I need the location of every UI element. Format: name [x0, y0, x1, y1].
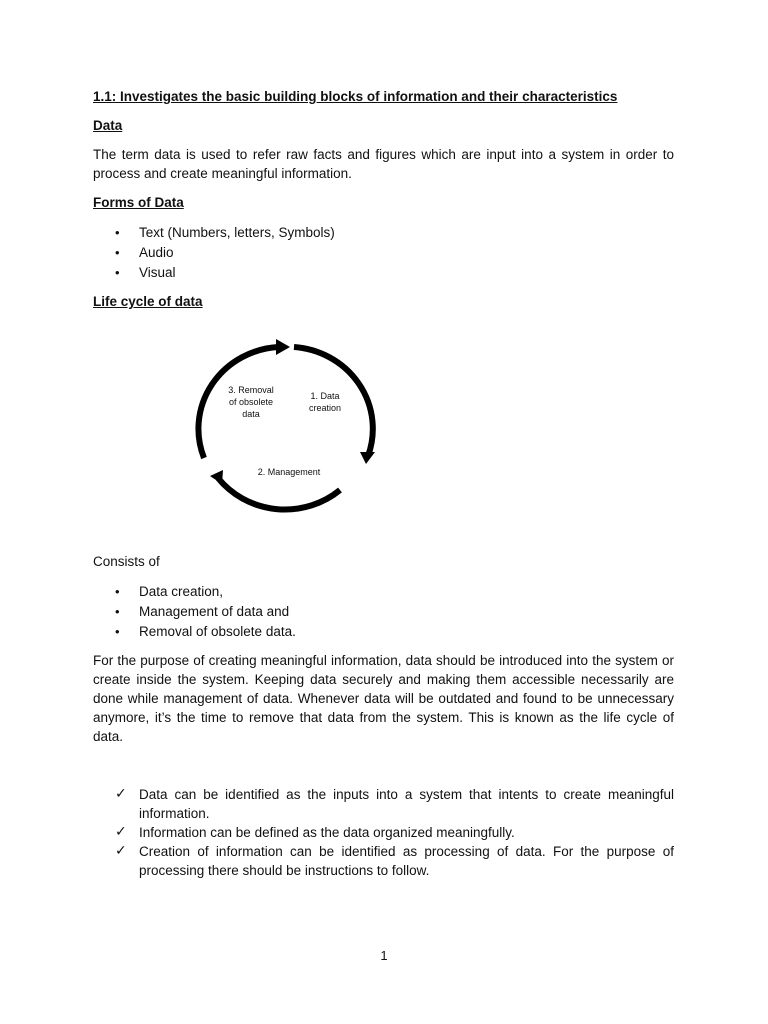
data-heading: Data [93, 118, 123, 133]
arrowhead-right-icon [360, 452, 375, 464]
list-item [93, 243, 335, 263]
forms-of-data-list [93, 223, 335, 283]
bullet-icon: • [115, 265, 120, 280]
checklist-item-text: Information can be defined as the data organized meaningfully. [139, 825, 515, 840]
creation-label-line-1: 1. Data [310, 391, 340, 401]
consists-of-list [93, 582, 296, 642]
removal-label-line-1: 3. Removal [228, 385, 274, 395]
arrowhead-left-icon [210, 470, 223, 484]
list-item [93, 582, 296, 602]
cycle-arc-management [218, 478, 340, 510]
removal-label-line-3: data [242, 409, 260, 419]
list-item-text: Removal of obsolete data. [139, 624, 296, 639]
removal-label-line-2: of obsolete [228, 397, 274, 407]
list-item-text: Data creation, [139, 584, 224, 599]
creation-label-line-2: creation [308, 403, 342, 413]
list-item-text: Audio [139, 245, 174, 260]
bullet-icon: • [115, 245, 120, 260]
list-item-text: Text (Numbers, letters, Symbols) [139, 225, 335, 240]
checklist-item [93, 842, 674, 880]
page-number: 1 [380, 948, 388, 963]
checkmark-icon: ✓ [115, 842, 127, 858]
summary-checklist [93, 785, 674, 880]
data-definition-paragraph: The term data is used to refer raw facts and figures which are input into a system in order to process and create meaningful information. [93, 147, 674, 181]
bullet-icon: • [115, 624, 120, 639]
checklist-item-text: Creation of information can be identified as processing of data. For the purpose of processing there should be instructions to follow. [139, 844, 674, 878]
checklist-item [93, 785, 674, 823]
list-item [93, 223, 335, 243]
life-cycle-diagram [190, 330, 390, 520]
checklist-item [93, 823, 674, 842]
checkmark-icon: ✓ [115, 823, 127, 839]
arrowhead-top-icon [276, 339, 290, 355]
cycle-diagram-svg [190, 330, 390, 520]
list-item [93, 263, 335, 283]
forms-of-data-heading: Forms of Data [93, 195, 184, 210]
section-title: 1.1: Investigates the basic building blocks of information and their characteristics [93, 89, 618, 104]
bullet-icon: • [115, 225, 120, 240]
checkmark-icon: ✓ [115, 785, 127, 801]
list-item [93, 602, 296, 622]
management-label: 2. Management [257, 467, 321, 477]
consists-of-label: Consists of [93, 554, 160, 569]
checklist-item-text: Data can be identified as the inputs into a system that intents to create meaningful information. [139, 787, 674, 821]
life-cycle-explanation-paragraph: For the purpose of creating meaningful information, data should be introduced into the system or create inside the system. Keeping data securely and making them accessible necessarily are done while management of data. Whenever data will be outdated and found to be unnecessary anymore, it’s the time to remove that data from the system. This is known as the life cycle of data. [93, 653, 674, 744]
life-cycle-heading: Life cycle of data [93, 294, 203, 309]
bullet-icon: • [115, 584, 120, 599]
bullet-icon: • [115, 604, 120, 619]
cycle-arc-creation [294, 347, 373, 456]
list-item-text: Management of data and [139, 604, 290, 619]
list-item [93, 622, 296, 642]
list-item-text: Visual [139, 265, 176, 280]
